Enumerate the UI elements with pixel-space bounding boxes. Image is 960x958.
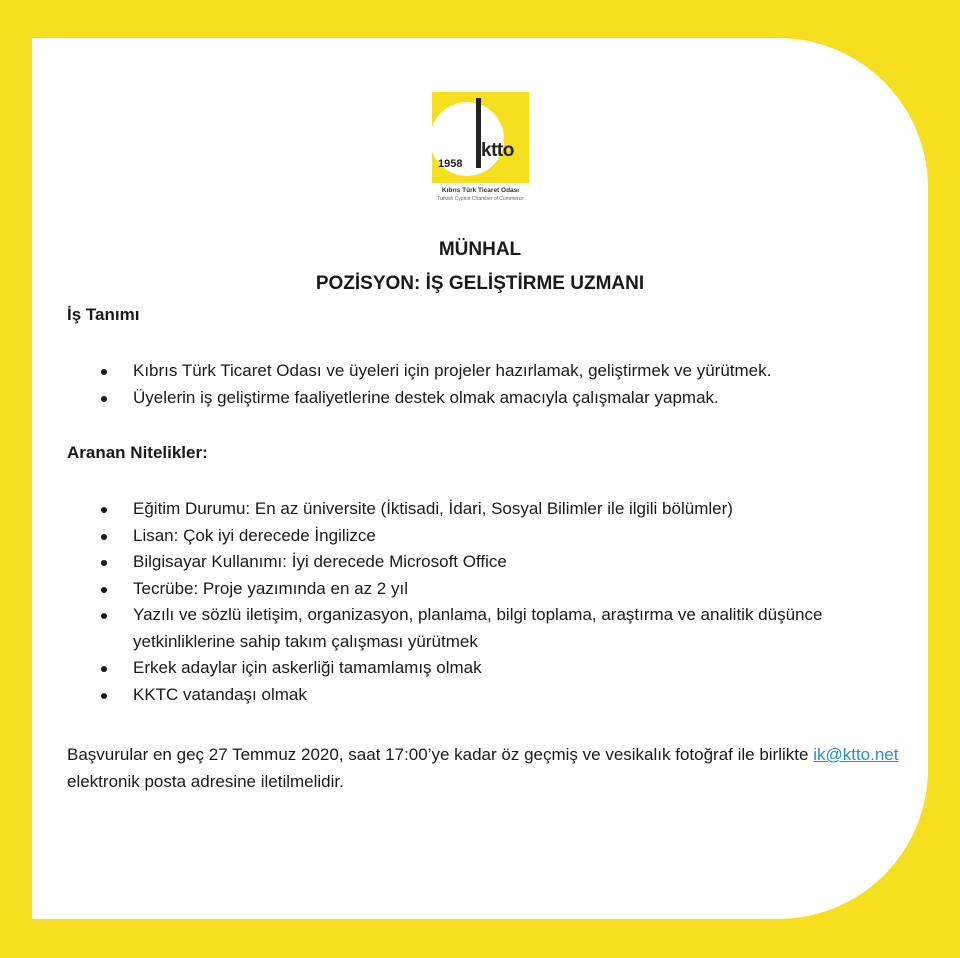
logo-subtitle: Kıbrıs Türk Ticaret Odası — [441, 187, 520, 194]
ktto-logo — [432, 92, 529, 204]
logo-subtitle-en: Turkish Cypriot Chamber of Commerce — [437, 196, 524, 202]
list-item: KKTC vatandaşı olmak — [67, 682, 897, 709]
logo-year: 1958 — [438, 158, 463, 170]
application-note — [67, 741, 907, 795]
list-item: Yazılı ve sözlü iletişim, organizasyon, planlama, bilgi toplama, araştırma ve analitik düşünce yetkinliklerine sahip takım çalışması yürütmek — [67, 602, 897, 655]
list-item: Erkek adaylar için askerliği tamamlamış olmak — [67, 655, 897, 682]
logo-wordmark: ktto — [481, 140, 514, 161]
requirements-list — [67, 496, 897, 708]
email-link[interactable]: ik@ktto.net — [813, 745, 899, 764]
page-title: MÜNHAL — [438, 239, 522, 260]
position-title: POZİSYON: İŞ GELİŞTİRME UZMANI — [315, 273, 645, 294]
requirements-heading: Aranan Nitelikler: — [67, 443, 208, 462]
list-item: Üyelerin iş geliştirme faaliyetlerine destek olmak amacıyla çalışmalar yapmak. — [67, 385, 927, 412]
job-description-heading: İş Tanımı — [67, 305, 140, 324]
list-item: Kıbrıs Türk Ticaret Odası ve üyeleri için projeler hazırlamak, geliştirmek ve yürütmek. — [67, 358, 927, 385]
list-item: Bilgisayar Kullanımı: İyi derecede Microsoft Office — [67, 549, 897, 576]
list-item: Lisan: Çok iyi derecede İngilizce — [67, 523, 897, 550]
job-description-list — [67, 358, 927, 411]
application-note-text: Başvurular en geç 27 Temmuz 2020, saat 17:00’ye kadar öz geçmiş ve vesikalık fotoğraf ile birlikte — [67, 745, 814, 764]
application-note-text-end: elektronik posta adresine iletilmelidir. — [67, 772, 344, 791]
list-item: Eğitim Durumu: En az üniversite (İktisadi, İdari, Sosyal Bilimler ile ilgili bölümler) — [67, 496, 897, 523]
list-item: Tecrübe: Proje yazımında en az 2 yıl — [67, 576, 897, 603]
logo-mark — [432, 92, 529, 183]
